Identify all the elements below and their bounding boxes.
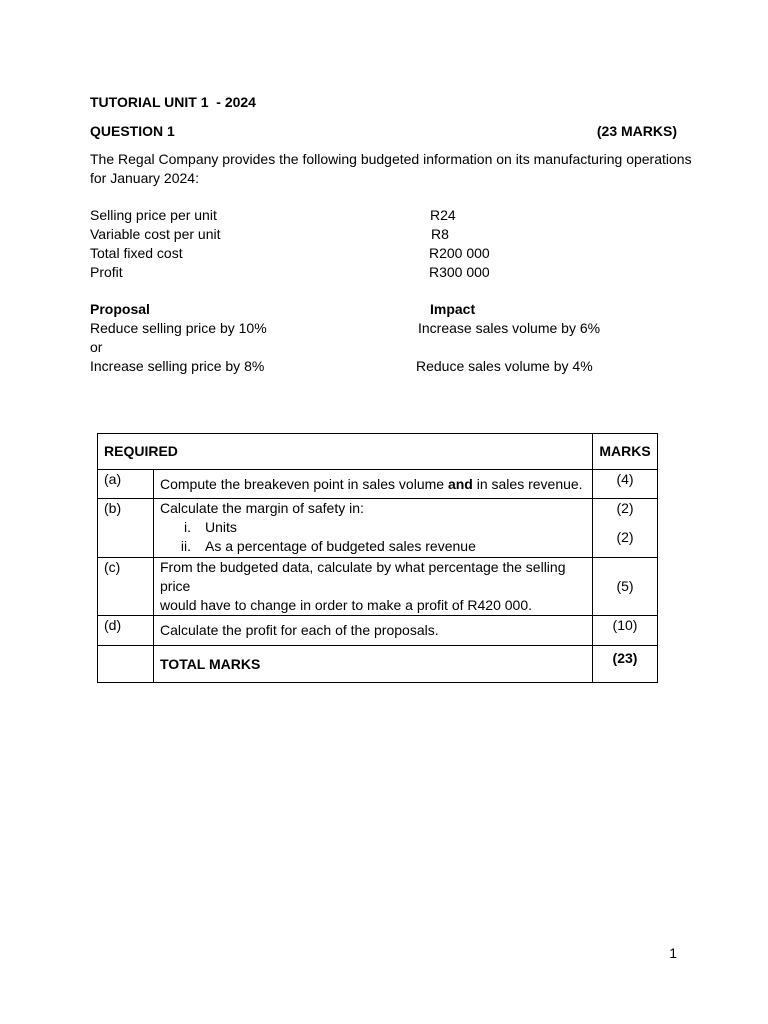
row-text-part: in sales revenue. bbox=[472, 475, 583, 492]
impact-text: Increase sales volume by 6% bbox=[418, 320, 601, 336]
question-title: QUESTION 1 bbox=[90, 123, 175, 139]
row-label: (a) bbox=[98, 470, 154, 499]
row-marks: (10) bbox=[593, 616, 658, 646]
budget-value: R300 000 bbox=[429, 264, 490, 280]
table-row bbox=[98, 470, 658, 499]
row-marks-2: (2) bbox=[616, 529, 634, 545]
row-text-bold: and bbox=[447, 475, 473, 492]
budget-value: R8 bbox=[431, 226, 449, 242]
row-text-part: Compute the breakeven point in sales volume bbox=[160, 475, 448, 492]
sub-item-text: As a percentage of budgeted sales revenue bbox=[205, 538, 476, 554]
proposal-or: or bbox=[90, 339, 103, 355]
intro-line-1: The Regal Company provides the following budgeted information on its manufacturing operations bbox=[90, 151, 692, 167]
sub-item-text: Units bbox=[205, 519, 237, 535]
budget-label: Total fixed cost bbox=[90, 245, 183, 261]
row-marks-1: (2) bbox=[616, 500, 634, 516]
row-text-line: From the budgeted data, calculate by what percentage the selling price bbox=[160, 559, 566, 594]
marks-header: MARKS bbox=[593, 434, 658, 470]
row-text-line: would have to change in order to make a profit of R420 000. bbox=[160, 597, 533, 613]
sub-item-number: ii. bbox=[180, 538, 191, 554]
table-header-row bbox=[98, 434, 658, 470]
budget-label: Selling price per unit bbox=[90, 207, 217, 223]
sub-item bbox=[160, 537, 592, 556]
impact-heading: Impact bbox=[430, 301, 476, 317]
table-row bbox=[98, 616, 658, 646]
required-table bbox=[97, 433, 658, 683]
total-label: TOTAL MARKS bbox=[154, 646, 593, 683]
row-marks: (5) bbox=[593, 558, 658, 616]
intro-line-2: for January 2024: bbox=[90, 170, 199, 186]
budget-label: Profit bbox=[90, 264, 123, 280]
row-label: (b) bbox=[98, 499, 154, 558]
impact-text: Reduce sales volume by 4% bbox=[416, 358, 593, 374]
total-marks: (23) bbox=[593, 646, 658, 683]
sub-item-number: i. bbox=[184, 519, 191, 535]
proposal-text: Increase selling price by 8% bbox=[90, 358, 265, 374]
row-text bbox=[154, 470, 593, 499]
row-label: (d) bbox=[98, 616, 154, 646]
row-marks bbox=[593, 499, 658, 558]
row-text: Calculate the profit for each of the proposals. bbox=[154, 616, 593, 646]
table-row bbox=[98, 558, 658, 616]
row-text bbox=[154, 558, 593, 616]
table-row bbox=[98, 499, 658, 558]
budget-value: R200 000 bbox=[429, 245, 490, 261]
row-text bbox=[154, 499, 593, 558]
row-marks: (4) bbox=[593, 470, 658, 499]
proposal-text: Reduce selling price by 10% bbox=[90, 320, 267, 336]
budget-label: Variable cost per unit bbox=[90, 226, 221, 242]
tutorial-title: TUTORIAL UNIT 1 - 2024 bbox=[90, 94, 256, 110]
budget-value: R24 bbox=[430, 207, 456, 223]
table-total-row bbox=[98, 646, 658, 683]
page-number: 1 bbox=[669, 945, 677, 961]
required-header: REQUIRED bbox=[98, 434, 593, 470]
total-label-cell bbox=[98, 646, 154, 683]
row-label: (c) bbox=[98, 558, 154, 616]
sub-item bbox=[160, 518, 592, 537]
question-marks: (23 MARKS) bbox=[596, 123, 677, 139]
proposal-heading: Proposal bbox=[90, 301, 150, 317]
row-text-line: Calculate the margin of safety in: bbox=[160, 500, 364, 516]
